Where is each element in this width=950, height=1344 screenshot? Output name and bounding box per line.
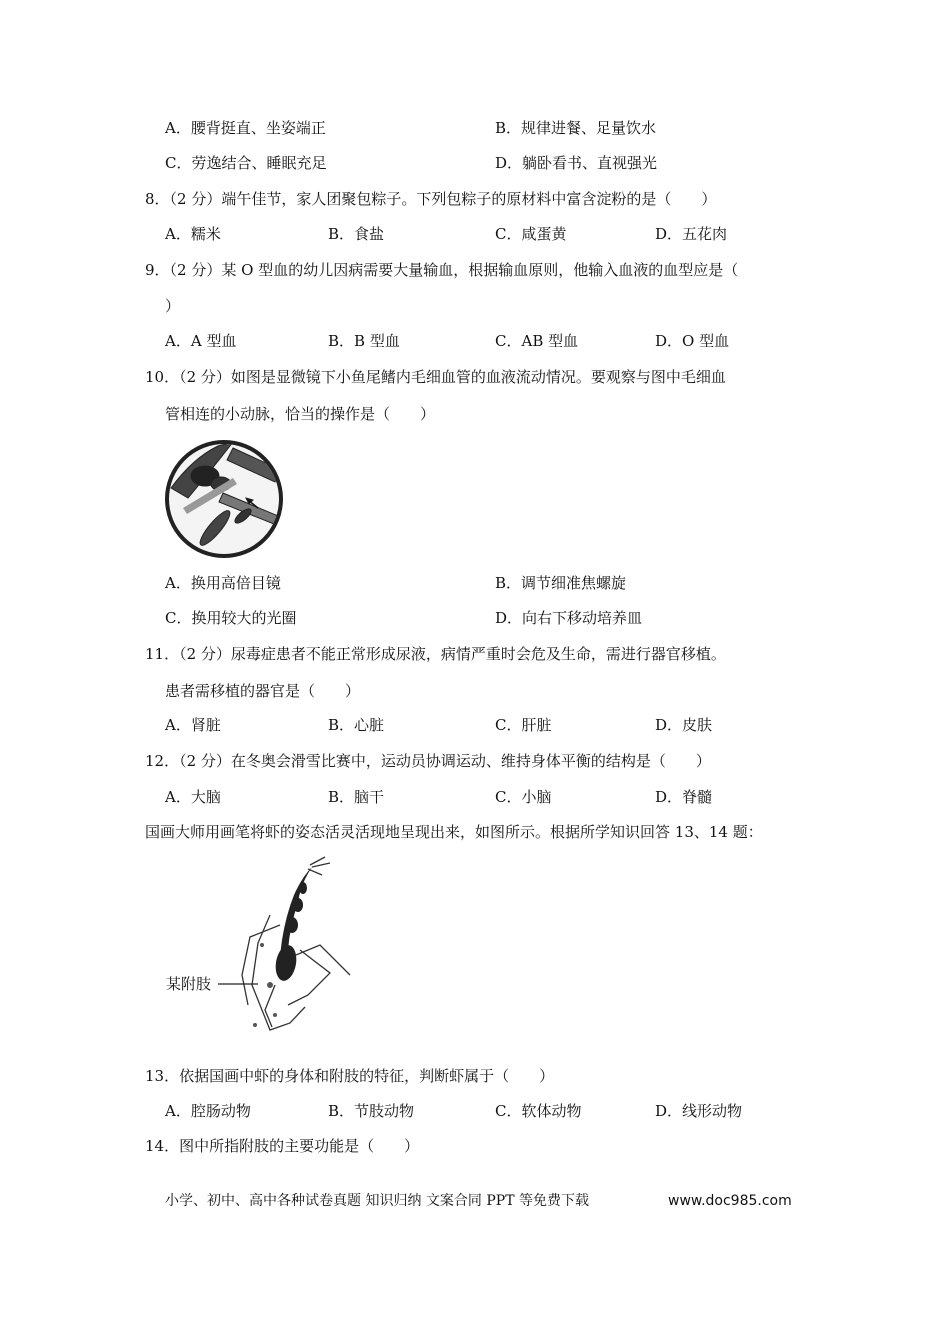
q8-option-a: A．糯米 (165, 225, 221, 243)
q13-option-b: B．节肢动物 (328, 1102, 415, 1120)
q8-stem: 8．（2 分）端午佳节，家人团聚包粽子。下列包粽子的原材料中富含淀粉的是（ ） (145, 190, 717, 208)
q9-option-d: D．O 型血 (655, 332, 730, 350)
q7-option-d: D．躺卧看书、直视强光 (495, 154, 658, 172)
q10-option-a: A．换用高倍目镜 (165, 574, 281, 592)
q11-option-c: C．肝脏 (495, 716, 552, 734)
q10-stem-line1: 10．（2 分）如图是显微镜下小鱼尾鳍内毛细血管的血液流动情况。要观察与图中毛细血 (145, 368, 726, 386)
q8-option-b: B．食盐 (328, 225, 385, 243)
q12-option-a: A．大脑 (165, 788, 221, 806)
q13-option-c: C．软体动物 (495, 1102, 582, 1120)
q10-stem-line2: 管相连的小动脉，恰当的操作是（ ） (165, 405, 436, 423)
q9-option-c: C．AB 型血 (495, 332, 579, 350)
q11-option-d: D．皮肤 (655, 716, 713, 734)
q12-option-b: B．脑干 (328, 788, 385, 806)
q12-option-c: C．小脑 (495, 788, 552, 806)
shrimp-intro: 国画大师用画笔将虾的姿态活灵活现地呈现出来，如图所示。根据所学知识回答 13、14 题： (145, 823, 763, 841)
footer-text: 小学、初中、高中各种试卷真题 知识归纳 文案合同 PPT 等免费下载 (165, 1193, 589, 1209)
q9-option-a: A．A 型血 (165, 332, 237, 350)
q11-stem-line1: 11．（2 分）尿毒症患者不能正常形成尿液，病情严重时会危及生命，需进行器官移植。 (145, 645, 726, 663)
q10-option-d: D．向右下移动培养皿 (495, 609, 643, 627)
footer-url[interactable]: www.doc985.com (668, 1193, 792, 1209)
q7-option-b: B．规律进餐、足量饮水 (495, 119, 657, 137)
q14-stem: 14．图中所指附肢的主要功能是（ ） (145, 1137, 420, 1155)
q11-stem-line2: 患者需移植的器官是（ ） (165, 682, 361, 700)
q11-option-a: A．肾脏 (165, 716, 221, 734)
q7-option-c: C．劳逸结合、睡眠充足 (165, 154, 327, 172)
q13-option-a: A．腔肠动物 (165, 1102, 251, 1120)
appendage-pointer-line (218, 978, 258, 990)
q9-option-b: B．B 型血 (328, 332, 400, 350)
q9-stem-line2: ） (165, 297, 181, 315)
q8-option-d: D．五花肉 (655, 225, 728, 243)
q11-option-b: B．心脏 (328, 716, 385, 734)
q13-option-d: D．线形动物 (655, 1102, 743, 1120)
q9-stem-line1: 9．（2 分）某 O 型血的幼儿因病需要大量输血，根据输血原则，他输入血液的血型应是（ (145, 261, 739, 279)
q10-option-c: C．换用较大的光圈 (165, 609, 297, 627)
shrimp-painting-figure (230, 855, 365, 1040)
shrimp-appendage-label: 某附肢 (166, 975, 212, 993)
microscope-view-figure (163, 438, 285, 560)
q7-option-a: A．腰背挺直、坐姿端正 (165, 119, 326, 137)
q8-option-c: C．咸蛋黄 (495, 225, 567, 243)
q13-stem: 13．依据国画中虾的身体和附肢的特征，判断虾属于（ ） (145, 1067, 555, 1085)
q10-option-b: B．调节细准焦螺旋 (495, 574, 627, 592)
q12-option-d: D．脊髓 (655, 788, 713, 806)
q12-stem: 12．（2 分）在冬奥会滑雪比赛中，运动员协调运动、维持身体平衡的结构是（ ） (145, 752, 711, 770)
